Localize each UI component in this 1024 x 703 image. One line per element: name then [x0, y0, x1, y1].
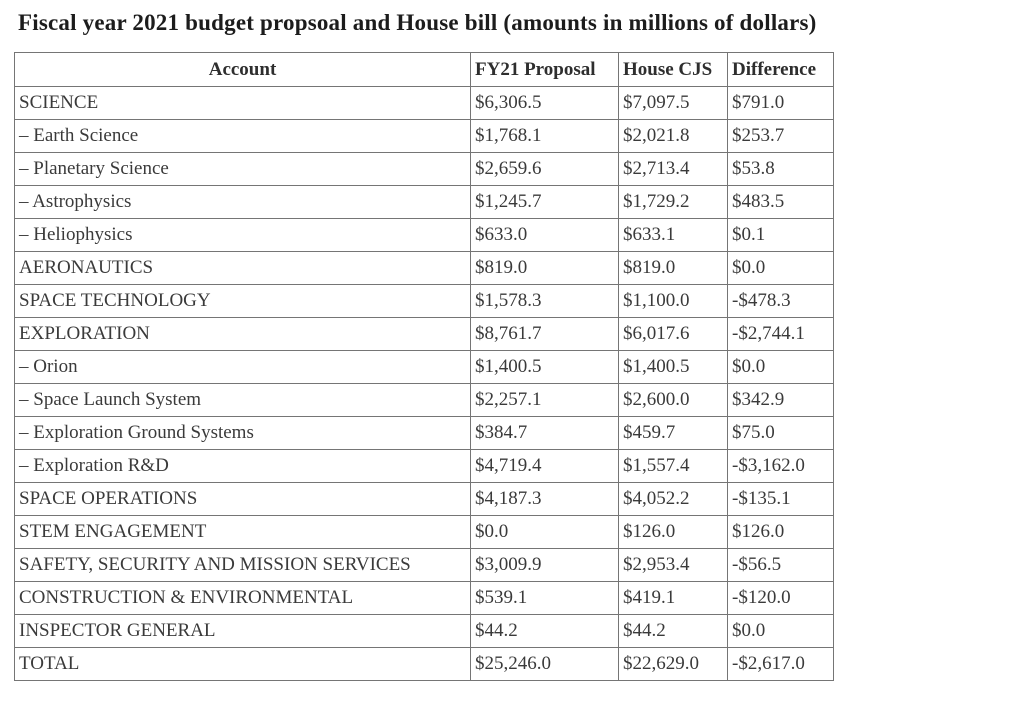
table-row	[15, 483, 834, 516]
cell-diff: -$56.5	[728, 549, 834, 582]
cell-fy21: $44.2	[471, 615, 619, 648]
cell-account: SAFETY, SECURITY AND MISSION SERVICES	[15, 549, 471, 582]
cell-diff: $0.0	[728, 252, 834, 285]
cell-account: INSPECTOR GENERAL	[15, 615, 471, 648]
cell-fy21: $819.0	[471, 252, 619, 285]
column-header-fy21-proposal: FY21 Proposal	[471, 53, 619, 87]
cell-diff: $0.0	[728, 615, 834, 648]
table-row	[15, 87, 834, 120]
budget-table-body	[15, 87, 834, 681]
cell-diff: -$2,744.1	[728, 318, 834, 351]
cell-fy21: $633.0	[471, 219, 619, 252]
cell-account: STEM ENGAGEMENT	[15, 516, 471, 549]
table-row	[15, 351, 834, 384]
table-row	[15, 648, 834, 681]
cell-house: $44.2	[619, 615, 728, 648]
cell-house: $2,953.4	[619, 549, 728, 582]
cell-fy21: $8,761.7	[471, 318, 619, 351]
table-row	[15, 450, 834, 483]
table-row	[15, 615, 834, 648]
cell-diff: $0.1	[728, 219, 834, 252]
cell-account: SPACE OPERATIONS	[15, 483, 471, 516]
cell-fy21: $2,659.6	[471, 153, 619, 186]
cell-diff: $75.0	[728, 417, 834, 450]
table-row	[15, 252, 834, 285]
cell-account: AERONAUTICS	[15, 252, 471, 285]
cell-diff: $483.5	[728, 186, 834, 219]
cell-fy21: $4,187.3	[471, 483, 619, 516]
cell-fy21: $384.7	[471, 417, 619, 450]
cell-fy21: $4,719.4	[471, 450, 619, 483]
cell-fy21: $1,245.7	[471, 186, 619, 219]
cell-house: $7,097.5	[619, 87, 728, 120]
table-row	[15, 384, 834, 417]
table-row	[15, 186, 834, 219]
cell-account: TOTAL	[15, 648, 471, 681]
cell-house: $1,557.4	[619, 450, 728, 483]
cell-fy21: $2,257.1	[471, 384, 619, 417]
cell-house: $2,021.8	[619, 120, 728, 153]
cell-house: $4,052.2	[619, 483, 728, 516]
table-row	[15, 219, 834, 252]
cell-fy21: $6,306.5	[471, 87, 619, 120]
cell-account: SCIENCE	[15, 87, 471, 120]
cell-house: $2,713.4	[619, 153, 728, 186]
cell-diff: $126.0	[728, 516, 834, 549]
cell-account: – Heliophysics	[15, 219, 471, 252]
table-row	[15, 285, 834, 318]
cell-house: $22,629.0	[619, 648, 728, 681]
cell-diff: $253.7	[728, 120, 834, 153]
cell-diff: $791.0	[728, 87, 834, 120]
cell-account: SPACE TECHNOLOGY	[15, 285, 471, 318]
cell-fy21: $3,009.9	[471, 549, 619, 582]
cell-account: – Astrophysics	[15, 186, 471, 219]
cell-account: – Orion	[15, 351, 471, 384]
column-header-account: Account	[15, 53, 471, 87]
cell-account: – Space Launch System	[15, 384, 471, 417]
cell-account: – Exploration Ground Systems	[15, 417, 471, 450]
table-row	[15, 582, 834, 615]
cell-account: CONSTRUCTION & ENVIRONMENTAL	[15, 582, 471, 615]
cell-fy21: $25,246.0	[471, 648, 619, 681]
cell-house: $819.0	[619, 252, 728, 285]
table-row	[15, 318, 834, 351]
cell-account: – Exploration R&D	[15, 450, 471, 483]
table-row	[15, 417, 834, 450]
cell-house: $2,600.0	[619, 384, 728, 417]
table-row	[15, 549, 834, 582]
cell-diff: -$2,617.0	[728, 648, 834, 681]
cell-account: – Earth Science	[15, 120, 471, 153]
cell-house: $126.0	[619, 516, 728, 549]
column-header-difference: Difference	[728, 53, 834, 87]
cell-house: $459.7	[619, 417, 728, 450]
cell-diff: -$120.0	[728, 582, 834, 615]
cell-house: $633.1	[619, 219, 728, 252]
cell-diff: -$135.1	[728, 483, 834, 516]
cell-house: $1,100.0	[619, 285, 728, 318]
cell-diff: $342.9	[728, 384, 834, 417]
table-row	[15, 516, 834, 549]
column-header-house-cjs: House CJS	[619, 53, 728, 87]
cell-fy21: $1,578.3	[471, 285, 619, 318]
cell-diff: $53.8	[728, 153, 834, 186]
page-title: Fiscal year 2021 budget propsoal and House bill (amounts in millions of dollars)	[18, 10, 817, 35]
cell-house: $6,017.6	[619, 318, 728, 351]
table-header-row	[15, 53, 834, 87]
cell-fy21: $1,768.1	[471, 120, 619, 153]
cell-fy21: $0.0	[471, 516, 619, 549]
cell-house: $419.1	[619, 582, 728, 615]
budget-table	[14, 52, 834, 681]
cell-account: EXPLORATION	[15, 318, 471, 351]
cell-house: $1,729.2	[619, 186, 728, 219]
cell-diff: -$478.3	[728, 285, 834, 318]
cell-account: – Planetary Science	[15, 153, 471, 186]
cell-diff: $0.0	[728, 351, 834, 384]
table-row	[15, 153, 834, 186]
table-row	[15, 120, 834, 153]
cell-fy21: $539.1	[471, 582, 619, 615]
cell-fy21: $1,400.5	[471, 351, 619, 384]
cell-house: $1,400.5	[619, 351, 728, 384]
cell-diff: -$3,162.0	[728, 450, 834, 483]
